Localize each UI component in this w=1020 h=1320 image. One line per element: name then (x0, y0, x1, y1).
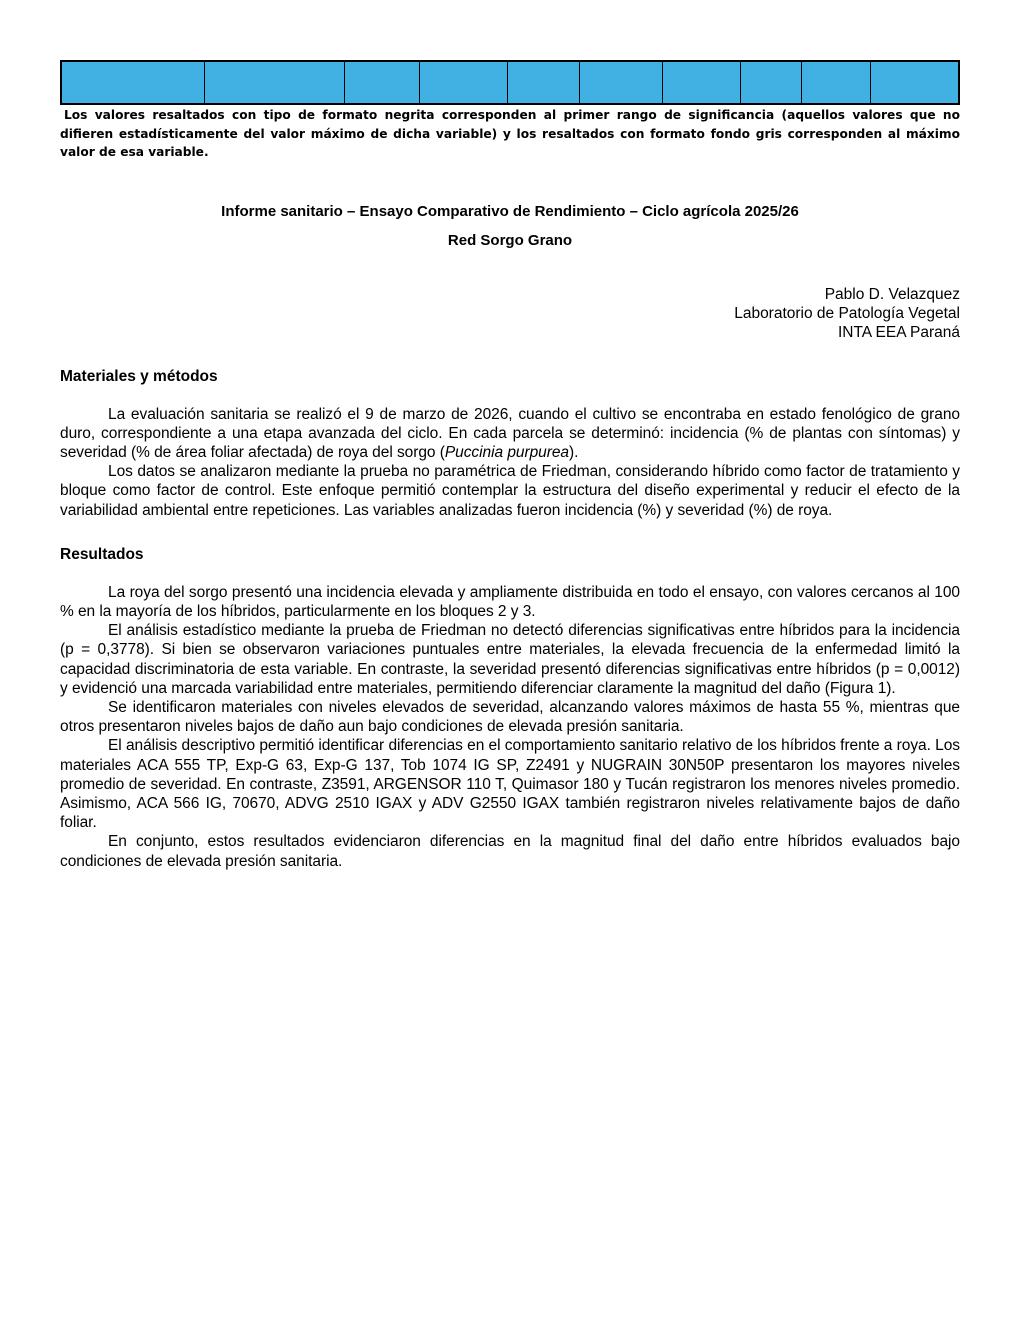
results-paragraph-5: En conjunto, estos resultados evidenciaron diferencias en la magnitud final del daño entre híbridos evaluados bajo condiciones de elevada presión sanitaria. (60, 833, 960, 870)
methods-p1-text: La evaluación sanitaria se realizó el 9 de marzo de 2026, cuando el cultivo se encontraba en estado fenológico de grano duro, correspondiente a una etapa avanzada del ciclo. En cada parcela se determinó: incidencia (% de plantas con síntomas) y severidad (% de área foliar afectada) de roya del sorgo ( (60, 405, 960, 461)
results-heading: Resultados (60, 545, 144, 563)
pathogen-name: Puccinia purpurea (444, 443, 569, 461)
author-block (60, 285, 960, 342)
author-institution: INTA EEA Paraná (837, 323, 960, 341)
table-header-cell (345, 61, 420, 104)
methods-heading: Materiales y métodos (60, 367, 218, 385)
author-lab: Laboratorio de Patología Vegetal (734, 304, 960, 322)
table-header-cell (802, 61, 871, 104)
results-paragraph-4: El análisis descriptivo permitió identificar diferencias en el comportamiento sanitario relativo de los híbridos frente a roya. Los materiales ACA 555 TP, Exp-G 63, Exp-G 137, Tob 1074 IG SP, Z2491 y NUGRAIN 30N50P presentaron los mayores niveles promedio de severidad. En contraste, Z3591, ARGENSOR 110 T, Quimasor 180 y Tucán registraron los menores niveles promedio. Asimismo, ACA 566 IG, 70670, ADVG 2510 IGAX y ADV G2550 IGAX también registraron niveles relativamente bajos de daño foliar. (60, 737, 960, 832)
document-page (60, 60, 960, 871)
results-paragraph-3: Se identificaron materiales con niveles elevados de severidad, alcanzando valores máximos de hasta 55 %, mientras que otros presentaron niveles bajos de daño aun bajo condiciones de elevada presión sanitaria. (60, 698, 960, 736)
author-name: Pablo D. Velazquez (824, 285, 960, 303)
report-title: Informe sanitario – Ensayo Comparativo de Rendimiento – Ciclo agrícola 2025/26 (221, 202, 799, 220)
methods-body (60, 405, 960, 520)
methods-paragraph-2: Los datos se analizaron mediante la prueba no paramétrica de Friedman, considerando híbrido como factor de tratamiento y bloque como factor de control. Este enfoque permitió contemplar la estructura del diseño experimental y reducir el efecto de la variabilidad ambiental entre repeticiones. Las variables analizadas fueron incidencia (%) y severidad (%) de roya. (60, 463, 960, 519)
table-header-cell (508, 61, 580, 104)
methods-p1-end: ). (568, 443, 579, 461)
results-body (60, 583, 960, 871)
table-header-cell (580, 61, 663, 104)
table-header-cell (663, 61, 741, 104)
table-header-cell (871, 61, 960, 104)
results-paragraph-2: El análisis estadístico mediante la prueba de Friedman no detectó diferencias significativas entre híbridos para la incidencia (p = 0,3778). Si bien se observaron variaciones puntuales entre materiales, la elevada frecuencia de la enfermedad limitó la capacidad discriminatoria de esta variable. En contraste, la severidad presentó diferencias significativas entre híbridos (p = 0,0012) y evidenció una marcada variabilidad entre materiales, permitiendo diferenciar claramente la magnitud del daño (Figura 1). (60, 622, 960, 697)
table-footnote-text: Los valores resaltados con tipo de formato negrita corresponden al primer rango de significancia (aquellos valores que no difieren estadísticamente del valor máximo de dicha variable) y los resaltados con formato fondo gris corresponden al máximo valor de esa variable. (60, 108, 960, 159)
table-header-cell (205, 61, 345, 104)
table-header-cell (741, 61, 802, 104)
report-subtitle: Red Sorgo Grano (447, 231, 573, 249)
results-paragraph-1: La roya del sorgo presentó una incidencia elevada y ampliamente distribuida en todo el ensayo, con valores cercanos al 100 % en la mayoría de los híbridos, particularmente en los bloques 2 y 3. (60, 583, 960, 620)
table-header-cell (61, 61, 205, 104)
table-header-cell (420, 61, 508, 104)
table-row (61, 61, 959, 104)
table-footnote (60, 106, 960, 162)
methods-paragraph-1 (60, 405, 960, 463)
data-table-header-row (60, 60, 960, 105)
